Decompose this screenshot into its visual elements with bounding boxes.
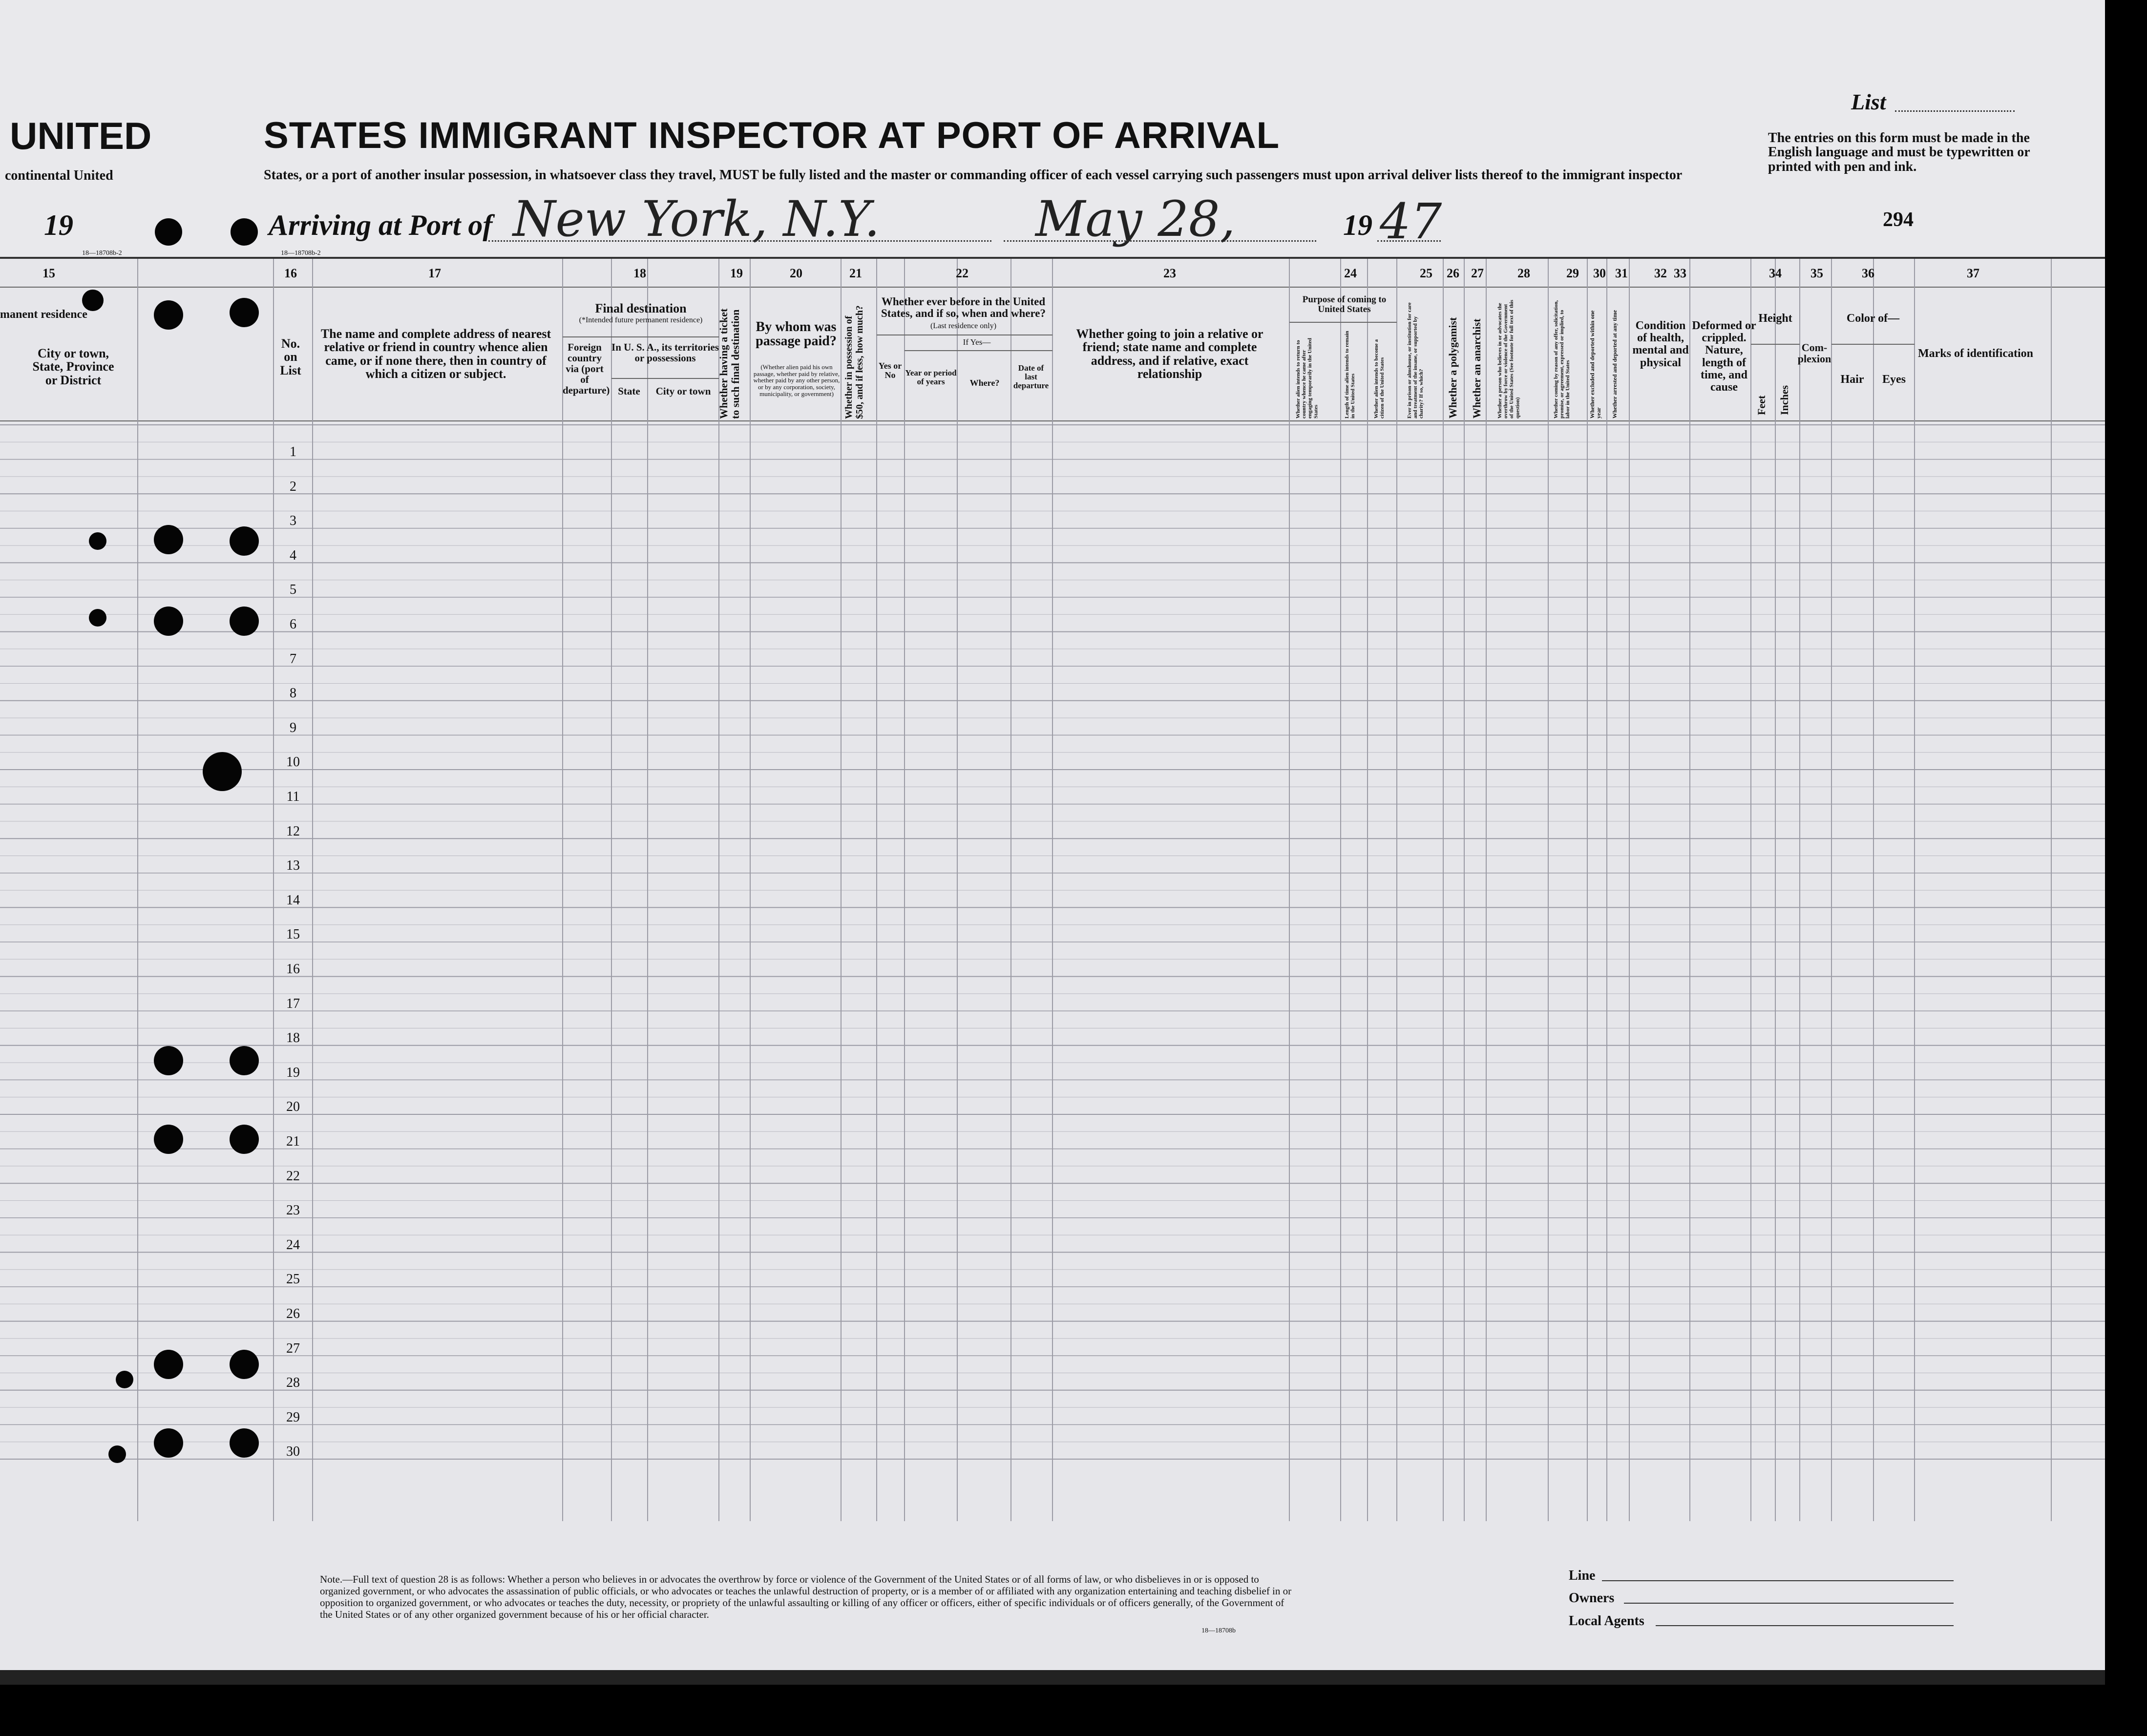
col26-head: Whether a polygamist (1447, 317, 1459, 418)
col18-note: (*Intended future permanent residence) (579, 316, 703, 324)
col22-ifyes: If Yes— (963, 337, 991, 347)
year-prefix: 19 (1343, 209, 1372, 241)
colnum-15: 15 (42, 266, 55, 280)
colnum-25: 25 (1420, 266, 1432, 280)
port-line (488, 240, 991, 242)
colnum-29: 29 (1566, 266, 1579, 280)
row-number: 25 (286, 1272, 300, 1287)
footnote-code: 18—18708b (1201, 1627, 1236, 1634)
row-number: 21 (286, 1134, 300, 1149)
col34-inches: Inches (1778, 385, 1790, 415)
colnum-22: 22 (956, 266, 968, 280)
colnum-20: 20 (790, 266, 802, 280)
col31-head: Whether arrested and deported at any time (1611, 310, 1618, 418)
col24-c: Whether alien intends to become a citizen of the United States (1373, 339, 1386, 418)
col17-head: The name and complete address of nearest relative or friend in country whence alien came, or if none there, then in country of which a citizen or subject. (320, 327, 551, 381)
colnum-31: 31 (1615, 266, 1628, 280)
col30-head: Whether excluded and deported within one year (1589, 310, 1602, 418)
title-left: UNITED (10, 114, 152, 157)
col22-head: Whether ever before in the United States, and if so, when and where? (881, 295, 1046, 320)
row-number: 3 (290, 513, 296, 529)
col16-head: No. on List (280, 336, 301, 377)
colnum-26: 26 (1447, 266, 1459, 280)
col22-year: Year or period of years (905, 368, 957, 386)
port-value: New York, N.Y. (513, 190, 880, 248)
row-number: 14 (286, 892, 300, 908)
colnum-24: 24 (1344, 266, 1357, 280)
col18-state: State (618, 385, 640, 397)
col22-where: Where? (969, 378, 1000, 388)
footnote: Note.—Full text of question 28 is as follows: Whether a person who believes in or advocates the overthrow by force or violence of the Government of the United States or of all forms of law, or who disbelieves in or is opposed to organized government, or who advocates the assassination of public officials, or who advocates or teaches the unlawful destruction of property, or is a member of or affiliated with any organization entertaining and teaching disbelief in or opposition to organized government, or who advocates or teaches the duty, necessity, or propriety of the unlawful assaulting or killing of any officer or officers, either of specific individuals or of officers generally, of the Government of the United States or of any other organized government because of his or her official character. (320, 1573, 1292, 1621)
col34-feet: Feet (1755, 395, 1768, 415)
form-code-1: 18—18708b-2 (82, 250, 122, 257)
col34-head: Height (1758, 312, 1792, 325)
row-number: 4 (290, 547, 296, 563)
col18-usa: In U. S. A., its territories or possessions (611, 341, 719, 364)
row-number: 5 (290, 582, 296, 598)
col15-sub: City or town, State, Province or District (32, 346, 114, 387)
date-line (1004, 240, 1316, 242)
row-number: 29 (286, 1409, 300, 1425)
col22-date: Date of last departure (1013, 363, 1049, 390)
col37-head: Marks of identification (1918, 347, 2033, 360)
colnum-36: 36 (1862, 266, 1874, 280)
col24-head: Purpose of coming to United States (1302, 294, 1387, 314)
colnum-33: 33 (1674, 266, 1686, 280)
list-label: List (1851, 89, 1886, 114)
row-number: 12 (286, 823, 300, 839)
page-number: 294 (1883, 209, 1914, 231)
row-number: 9 (290, 720, 296, 735)
colnum-32: 32 (1654, 266, 1667, 280)
year-line (1377, 240, 1441, 242)
row-number: 8 (290, 686, 296, 701)
row-number: 18 (286, 1030, 300, 1046)
row-number: 6 (290, 617, 296, 632)
col28-head: Whether a person who believes in or advocates the overthrow by force or violence of the Government of the United States (See footnote for full text of this question) (1497, 300, 1521, 418)
row-number: 27 (286, 1340, 300, 1356)
colnum-21: 21 (849, 266, 862, 280)
row-number: 30 (286, 1444, 300, 1460)
subtitle-main: States, or a port of another insular possession, in whatsoever class they travel, MUST be fully listed and the master or commanding officer of each vessel carrying such passengers must upon arrival deliver lists thereof to the immigrant inspector (264, 167, 1683, 183)
row-number: 10 (286, 754, 300, 770)
subtitle-left: continental United (5, 168, 113, 183)
row-number: 17 (286, 996, 300, 1011)
colnum-23: 23 (1163, 266, 1176, 280)
row-number: 15 (286, 927, 300, 942)
col24-a: Whether alien intends to return to country whence he came after engaging temporarily in the United States (1295, 338, 1319, 418)
row-number: 16 (286, 962, 300, 977)
colnum-35: 35 (1810, 266, 1823, 280)
owners-label: Owners (1569, 1590, 1615, 1606)
col20-note: (Whether alien paid his own passage, whether paid by relative, whether paid by any other person, or by any corporation, society, municipality, or government) (753, 363, 840, 397)
col22-yesno: Yes or No (878, 361, 902, 380)
agents-label: Local Agents (1569, 1613, 1644, 1629)
col35-head: Com-plexion (1797, 341, 1831, 365)
colnum-18: 18 (633, 266, 646, 280)
row-number: 13 (286, 858, 300, 874)
row-number: 7 (290, 651, 296, 667)
col19-head: Whether having a ticket to such final destination (717, 308, 742, 419)
list-line (1895, 110, 2015, 112)
colnum-16: 16 (284, 266, 297, 280)
colnum-30: 30 (1593, 266, 1606, 280)
row-number: 28 (286, 1375, 300, 1391)
line-field[interactable] (1602, 1580, 1954, 1581)
col22-note: (Last residence only) (930, 322, 997, 330)
colnum-19: 19 (730, 266, 743, 280)
row-number: 2 (290, 479, 296, 494)
col15-head: manent residence (0, 308, 87, 321)
row-number: 1 (290, 444, 296, 460)
line-label: Line (1569, 1568, 1596, 1583)
col18-foreign: Foreign country via (port of departure) (563, 341, 610, 397)
date-value: May 28, (1035, 190, 1236, 248)
col24-b: Length of time alien intends to remain in the United States (1344, 331, 1356, 418)
page-title: STATES IMMIGRANT INSPECTOR AT PORT OF ARRIVAL (264, 115, 1280, 156)
year-left: 19 (44, 209, 73, 241)
row-number: 23 (286, 1203, 300, 1218)
col18-head: Final destination (595, 301, 687, 315)
col27-head: Whether an anarchist (1471, 318, 1483, 418)
colnum-37: 37 (1967, 266, 1979, 280)
col33-head: Deformed or crippled. Nature, length of time, and cause (1692, 319, 1756, 394)
row-number: 24 (286, 1237, 300, 1253)
col21-head: Whether in possession of $50, and if less, how much? (843, 305, 865, 419)
col32-head: Condition of health, mental and physical (1632, 319, 1689, 369)
row-number: 20 (286, 1099, 300, 1115)
row-number: 26 (286, 1306, 300, 1321)
owners-field[interactable] (1624, 1603, 1954, 1604)
year-value: 47 (1380, 193, 1442, 250)
row-number: 19 (286, 1065, 300, 1080)
colnum-27: 27 (1471, 266, 1484, 280)
instructions: The entries on this form must be made in the English language and must be typewritten or printed with pen and ink. (1768, 130, 2030, 174)
col18-city: City or town (655, 385, 711, 397)
col23-head: Whether going to join a relative or friend; state name and complete address, and if relative, exact relationship (1076, 327, 1263, 381)
col25-head: Ever in prison or almshouse, or institution for care and treatment of the insane, or supported by charity? If so, which? (1407, 302, 1425, 418)
colnum-17: 17 (428, 266, 441, 280)
colnum-28: 28 (1517, 266, 1530, 280)
agents-field[interactable] (1656, 1625, 1954, 1626)
colnum-34: 34 (1769, 266, 1782, 280)
col29-head: Whether coming by reason of any offer, solicitation, promise, or agreement, expressed or implied, to labor in the United States (1553, 300, 1571, 418)
arriving-label: Arriving at Port of (269, 209, 493, 241)
col20-head: By whom was passage paid? (756, 319, 837, 349)
col36-head: Color of— (1846, 312, 1900, 325)
col36-eyes: Eyes (1882, 373, 1906, 386)
row-number: 11 (286, 789, 300, 804)
row-number: 22 (286, 1168, 300, 1184)
col36-hair: Hair (1840, 373, 1864, 386)
form-code-2: 18—18708b-2 (281, 250, 321, 257)
